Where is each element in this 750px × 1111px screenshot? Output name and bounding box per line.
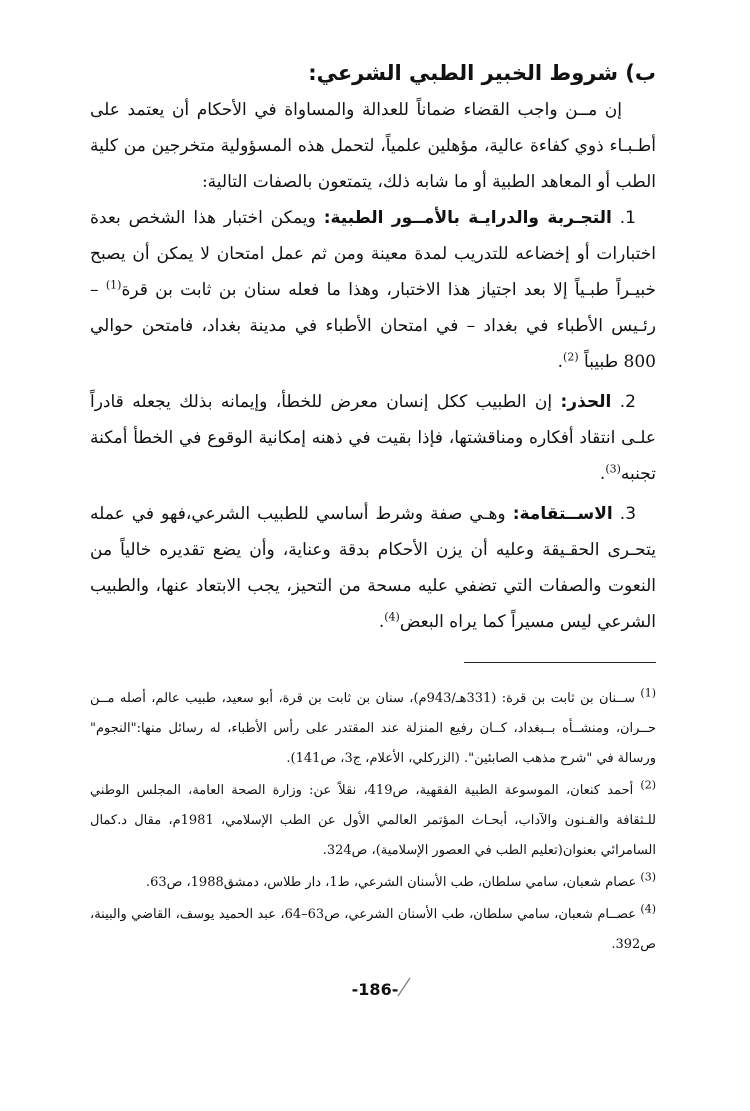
footnote-number: (4) [640,902,656,916]
footnote [90,684,656,774]
footnote [90,900,656,960]
item-label: الاســتقامة: [512,504,613,524]
item-text-continued: – رئـيس الأطباء في بغداد – في امتحان الأطباء في مدينة بغداد، فامتحن حوالي 800 طبيباً [90,280,656,372]
footnote-text: عصام شعبان، سامي سلطان، طب الأسنان الشرعي، ط1، دار طلاس، دمشق1988، ص63. [145,875,637,890]
item-number: 2. [619,392,636,412]
intro-paragraph: إن مــن واجب القضاء ضماناً للعدالة والمساواة في الأحكام أن يعتمد على أطـبـاء ذوي كفاءة عالية، مؤهلين علمياً، لتحمل هذه المسؤولية متخرجين من كلية الطب أو المعاهد الطبية أو ما شابه ذلك، يتمتعون بالصفات التالية: [90,100,656,192]
footnote-number: (1) [640,686,656,700]
footnote [90,776,656,866]
footnote-ref: (2) [563,350,579,364]
footnote-separator [464,662,656,663]
footnote-ref: (3) [605,462,621,476]
footnote-text: ســنان بن ثابت بن قرة: (331هـ/943م)، سنان بن ثابت بن قرة، أبو سعيد، طبيب عالم، أصله مــن حــران، ومنشــأه بــبغداد، كــان رفيع المنزلة عند المقتدر على رأس الأطباء، له رسائل منها:"النجوم" ورسالة في "شرح مذهب الصابئين". (الزركلي، الأعلام، ج3، ص141). [90,691,656,766]
conditions-list [90,200,656,644]
footnote-text: عصــام شعبان، سامي سلطان، طب الأسنان الشرعي، ص63–64، عبد الحميد يوسف، القاضي والبينة، ص392. [90,907,656,952]
item-end: . [599,464,606,484]
footnote-text: أحمد كنعان، الموسوعة الطبية الفقهية، ص419، نقلاً عن: وزارة الصحة العامة، المجلس الوطني للـثقافة والفـنون والآداب، أبحـاث المؤتمر العالمي الأول عن الطب الإسلامي، 1981م، مقال د.كمال السامرائي بعنوان(تعليم الطب في العصور الإسلامية)، ص324. [90,783,656,858]
page-number: -186- [351,980,399,999]
list-item [90,384,656,492]
footnotes [90,684,656,962]
item-text: وهـي صفة وشرط أساسي للطبيب الشرعي،فهو في عمله يتحـرى الحقـيقة وعليه أن يزن الأحكام بدقة وعناية، وأن يضع تقديره خالياً من النعوت والصفات التي تضفي عليه مسحة من التحيز، يجب الابتعاد عنها، والطبيب الشرعي ليس مسيراً كما يراه البعض [90,504,656,632]
list-item [90,496,656,640]
item-number: 1. [619,208,636,228]
section-heading: ب) شروط الخبير الطبي الشرعي: [308,61,656,85]
list-item [90,200,656,380]
footnote [90,868,656,898]
item-number: 3. [619,504,637,524]
footnote-number: (2) [640,778,657,792]
item-end: . [378,612,385,632]
item-label: التجـربة والدرايـة بالأمــور الطبية: [323,208,612,228]
pen-mark-icon [396,976,412,998]
item-text: إن الطبيب ككل إنسان معرض للخطأ، وإيمانه بذلك يجعله قادراً علـى انتقاد أفكاره ومناقشتها، فإذا بقيت في ذهنه إمكانية الوقوع في الخطأ أمكنة تجنبه [90,392,656,484]
item-text: ويمكن اختبار هذا الشخص بعدة اختبارات أو إخضاعه للتدريب لمدة معينة ومن ثم عمل امتحان لا يمكن أن يصبح خبيـراً طبـياً إلا بعد اجتياز هذا الاختبار، وهذا ما فعله سنان بن ثابت بن قرة [90,208,657,300]
item-label: الحذر: [560,392,612,412]
footnote-ref: (4) [384,610,400,624]
item-end: . [557,352,564,372]
footnote-ref: (1) [105,278,122,292]
footnote-number: (3) [640,870,656,884]
